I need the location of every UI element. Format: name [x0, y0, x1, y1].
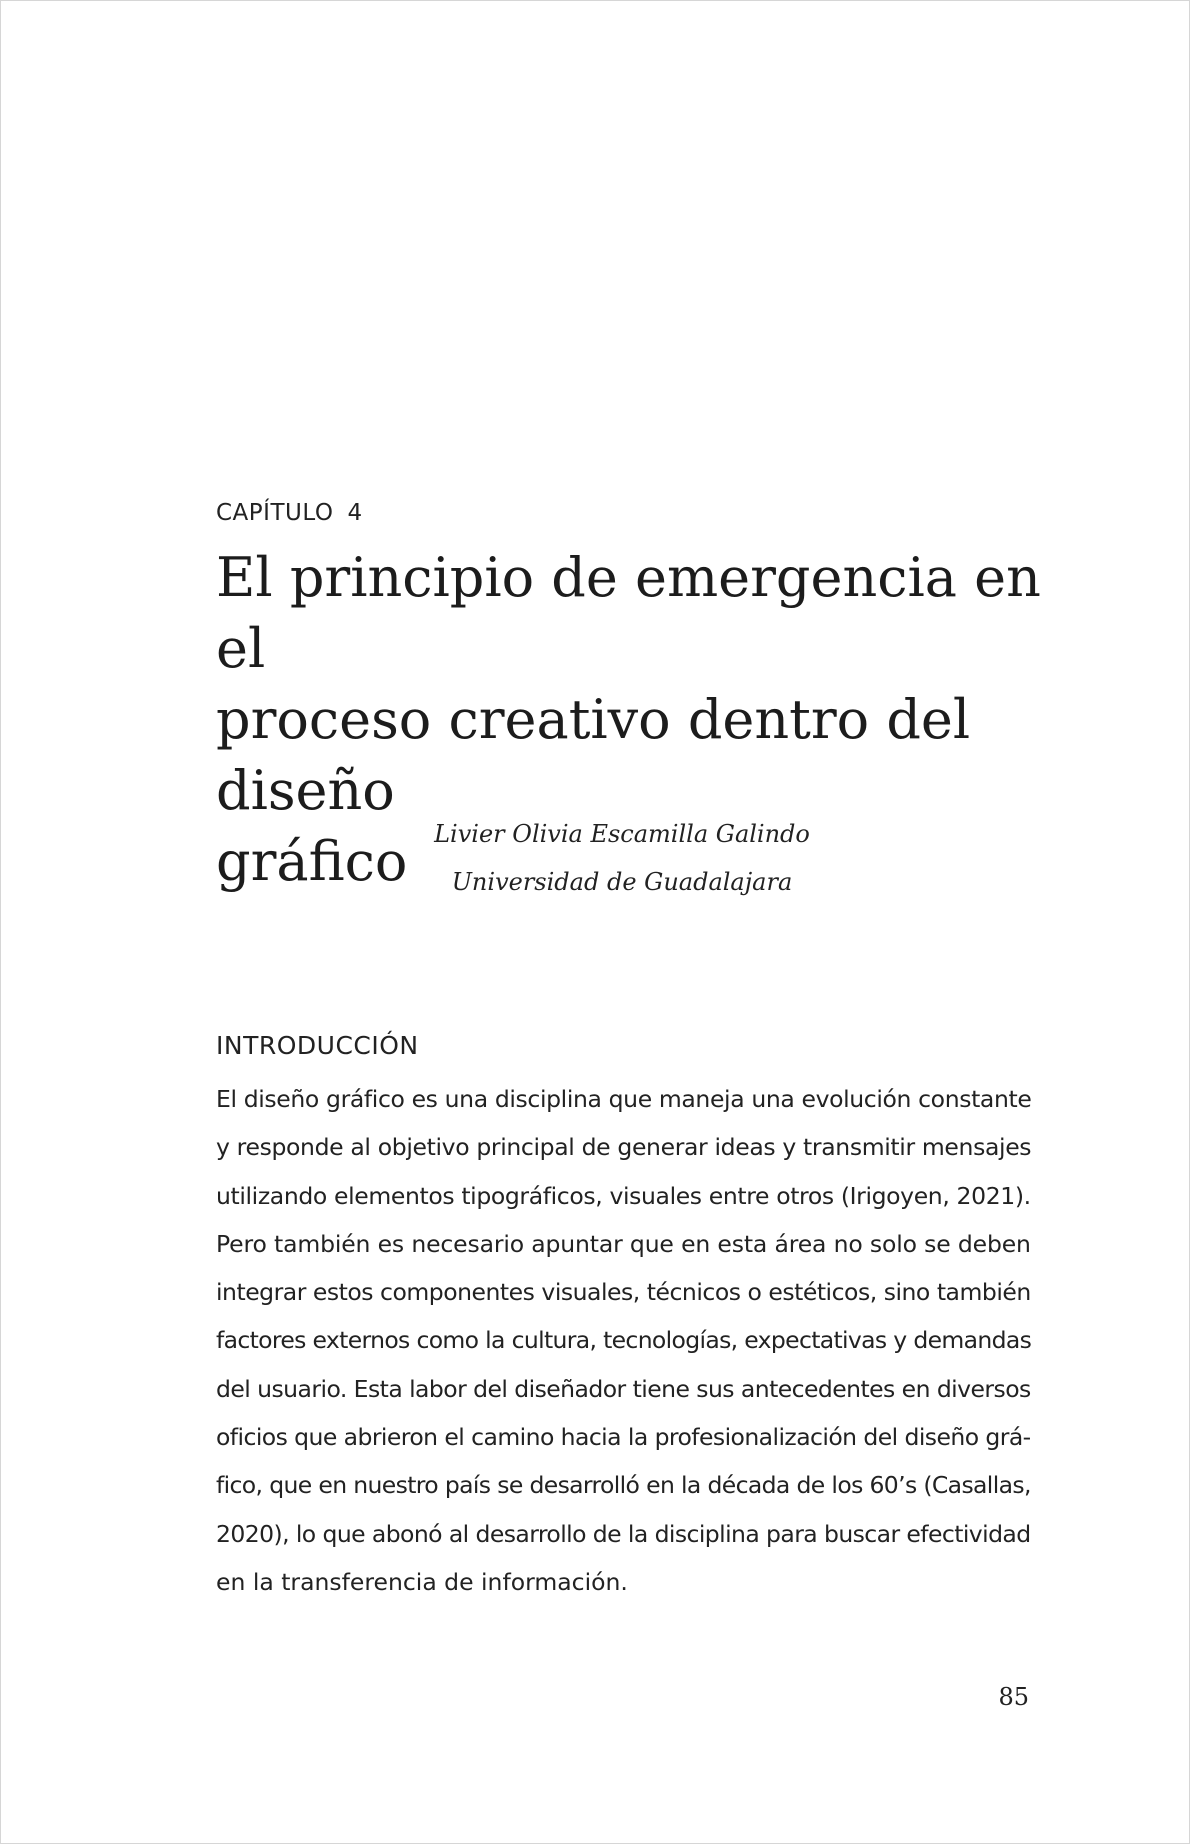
author-block — [216, 810, 1028, 906]
author-affiliation: Universidad de Guadalajara — [451, 868, 793, 896]
body-line: El diseño gráfico es una disciplina que maneja una evolución constante — [216, 1085, 1032, 1113]
chapter-label-text: CAPÍTULO — [216, 500, 334, 526]
body-line: 2020), lo que abonó al desarrollo de la disciplina para buscar efectividad — [216, 1519, 1031, 1548]
body-line: utilizando elementos tipográficos, visuales entre otros (Irigoyen, 2021). — [216, 1181, 1031, 1210]
chapter-label — [216, 500, 363, 526]
chapter-number: 4 — [347, 500, 363, 526]
body-line: en la transferencia de información. — [216, 1567, 628, 1596]
body-paragraph — [216, 1075, 1031, 1606]
author-name: Livier Olivia Escamilla Galindo — [434, 820, 810, 848]
body-line: integrar estos componentes visuales, técnicos o estéticos, sino también — [216, 1278, 1031, 1307]
page-number: 85 — [998, 1683, 1029, 1711]
chapter-title-line: El principio de emergencia en el — [216, 546, 1041, 680]
body-line: oficios que abrieron el camino hacia la profesionalización del diseño grá- — [216, 1423, 1031, 1452]
chapter-title-line: proceso creativo dentro del diseño — [216, 688, 971, 822]
section-heading: INTRODUCCIÓN — [216, 1031, 419, 1060]
body-line: Pero también es necesario apuntar que en esta área no solo se deben — [216, 1229, 1031, 1258]
body-line: factores externos como la cultura, tecnologías, expectativas y demandas — [216, 1326, 1032, 1355]
chapter-title-line: gráfico — [216, 830, 408, 893]
body-line: fico, que en nuestro país se desarrolló en la década de los 60’s (Casallas, — [216, 1471, 1031, 1500]
body-line: del usuario. Esta labor del diseñador tiene sus antecedentes en diversos — [216, 1374, 1031, 1403]
body-line: y responde al objetivo principal de generar ideas y transmitir mensajes — [216, 1133, 1032, 1162]
